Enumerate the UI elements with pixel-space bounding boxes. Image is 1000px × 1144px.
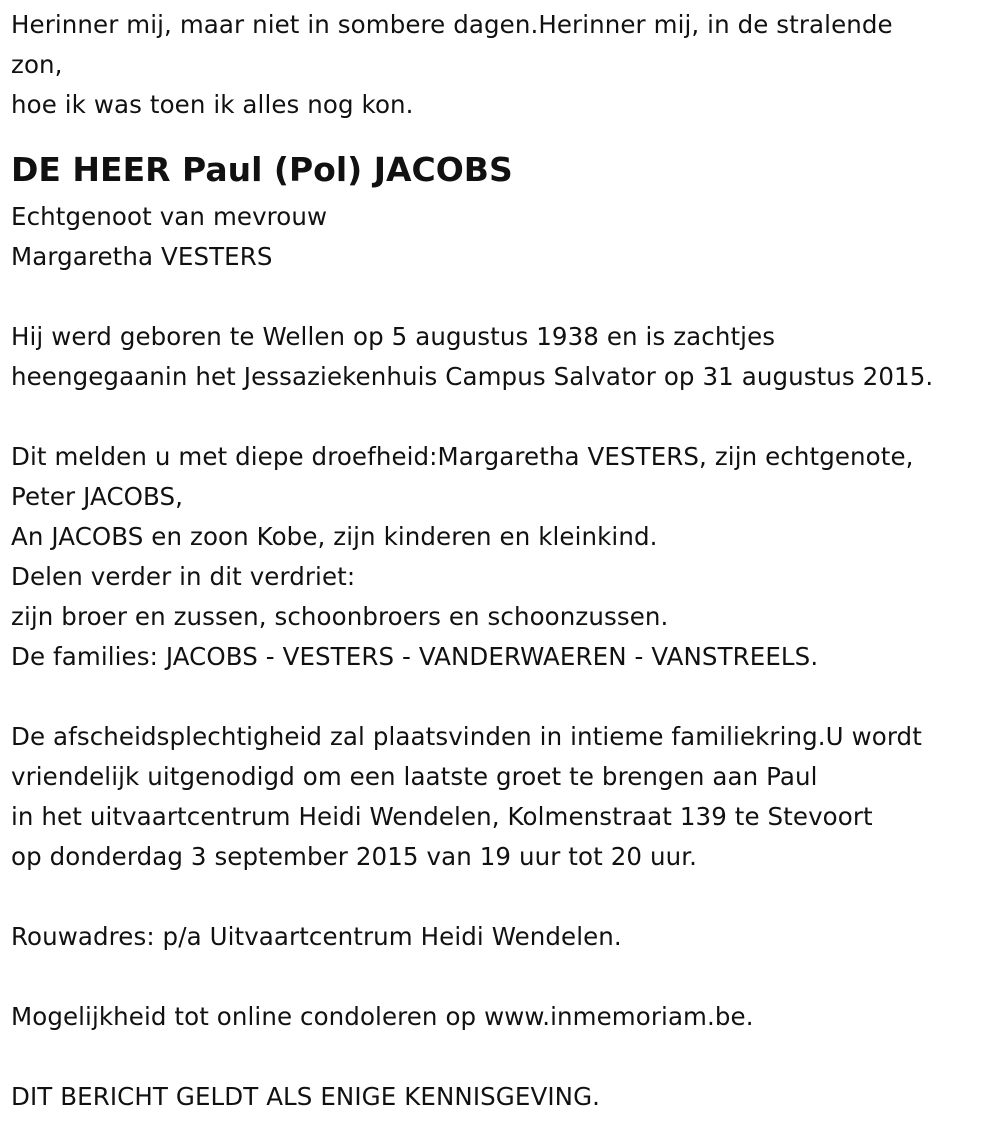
family-line-1: Dit melden u met diepe droefheid:Margaretha VESTERS, zijn echtgenote, — [11, 442, 914, 471]
family-line-3: An JACOBS en zoon Kobe, zijn kinderen en kleinkind. — [11, 522, 658, 551]
poem — [11, 5, 996, 125]
birth-death-line-1: Hij werd geboren te Wellen op 5 augustus 1938 en is zachtjes — [11, 322, 776, 351]
notice-text: DIT BERICHT GELDT ALS ENIGE KENNISGEVING. — [11, 1082, 601, 1111]
family-line-4: Delen verder in dit verdriet: — [11, 562, 356, 591]
ceremony-info — [11, 717, 996, 877]
poem-line-3: hoe ik was toen ik alles nog kon. — [11, 90, 414, 119]
poem-line-2: zon, — [11, 50, 63, 79]
ceremony-line-3: in het uitvaartcentrum Heidi Wendelen, Kolmenstraat 139 te Stevoort — [11, 802, 873, 831]
mourning-address: Rouwadres: p/a Uitvaartcentrum Heidi Wendelen. — [11, 922, 622, 951]
birth-death-info — [11, 317, 996, 397]
obituary-document — [11, 5, 996, 1117]
family-line-2: Peter JACOBS, — [11, 482, 184, 511]
poem-line-1: Herinner mij, maar niet in sombere dagen.Herinner mij, in de stralende — [11, 10, 893, 39]
spouse-line-2: Margaretha VESTERS — [11, 242, 273, 271]
family-announcement — [11, 437, 996, 677]
spouse-line-1: Echtgenoot van mevrouw — [11, 202, 328, 231]
ceremony-line-4: op donderdag 3 september 2015 van 19 uur tot 20 uur. — [11, 842, 698, 871]
online-condolences: Mogelijkheid tot online condoleren op www.inmemoriam.be. — [11, 1002, 754, 1031]
family-line-5: zijn broer en zussen, schoonbroers en schoonzussen. — [11, 602, 669, 631]
family-line-6: De families: JACOBS - VESTERS - VANDERWAEREN - VANSTREELS. — [11, 642, 819, 671]
deceased-title: DE HEER Paul (Pol) JACOBS — [11, 150, 513, 189]
spouse-info — [11, 197, 996, 277]
ceremony-line-1: De afscheidsplechtigheid zal plaatsvinden in intieme familiekring.U wordt — [11, 722, 922, 751]
birth-death-line-2: heengegaanin het Jessaziekenhuis Campus Salvator op 31 augustus 2015. — [11, 362, 934, 391]
ceremony-line-2: vriendelijk uitgenodigd om een laatste groet te brengen aan Paul — [11, 762, 818, 791]
